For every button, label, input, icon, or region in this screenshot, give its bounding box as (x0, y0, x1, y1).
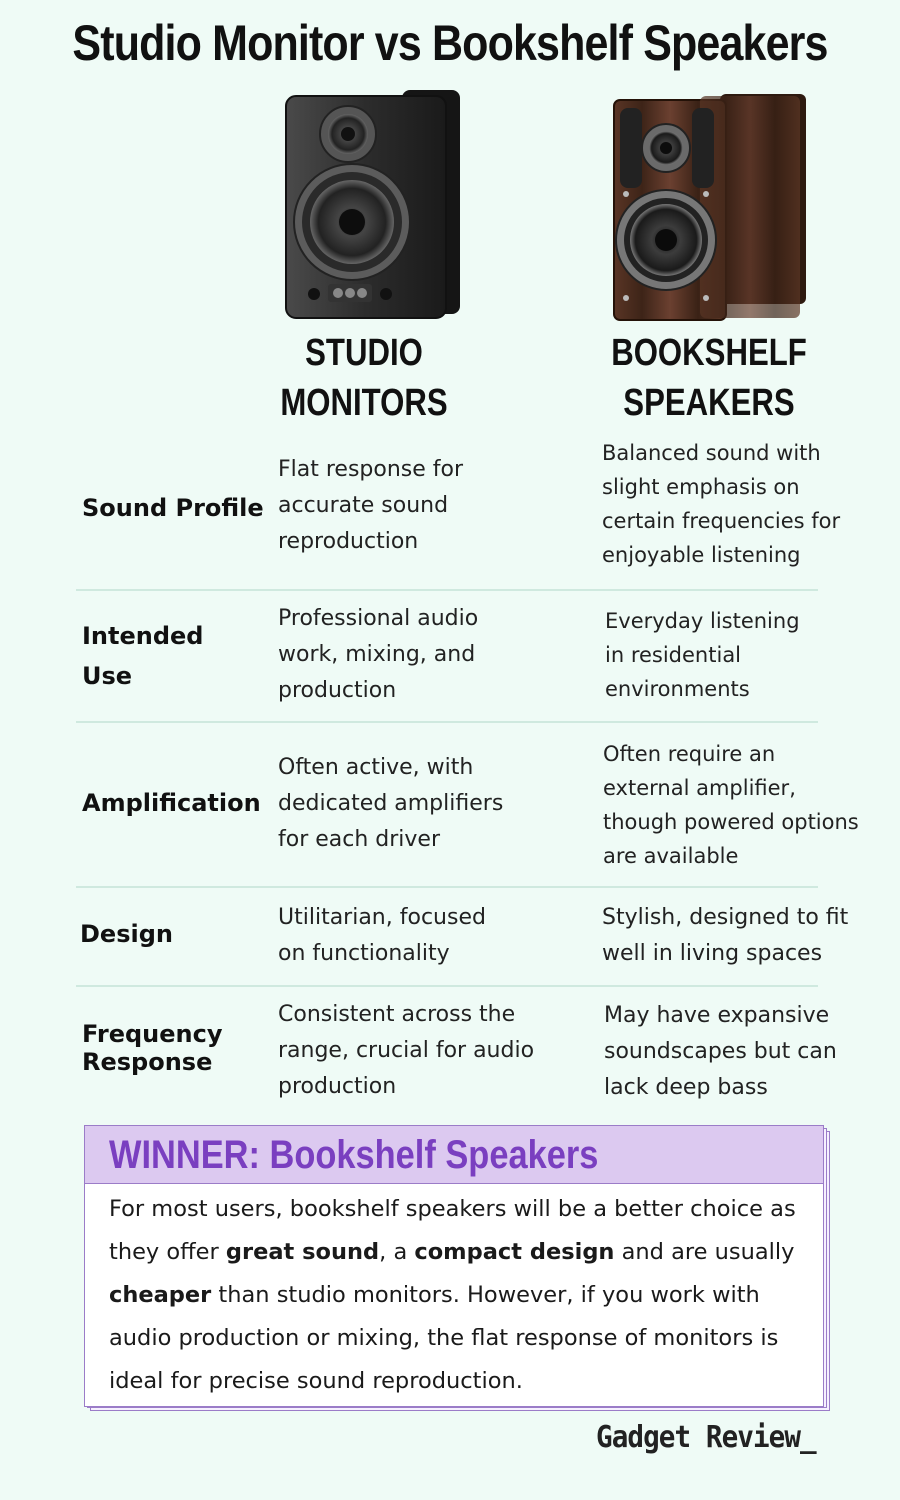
cell-line: production (278, 1074, 397, 1099)
row-label-amplification (82, 784, 261, 822)
cell-line: Often require an (603, 742, 776, 766)
column-header-line: MONITORS (280, 382, 448, 424)
row-divider (76, 886, 818, 888)
winner-box (84, 1125, 824, 1407)
row-label-design (80, 915, 173, 953)
winner-text-part: and are usually (614, 1239, 795, 1265)
column-header-line: BOOKSHELF (611, 332, 807, 374)
row-label-line: Amplification (82, 789, 261, 817)
studio-monitor-image (282, 84, 464, 324)
winner-header (85, 1126, 823, 1184)
cell-line: Flat response for (278, 457, 464, 482)
cell-line: well in living spaces (602, 941, 823, 966)
column-header-studio-monitors (257, 328, 470, 428)
cell-line: accurate sound (278, 493, 449, 518)
row-label-intended-use (82, 616, 204, 696)
cell-line: work, mixing, and (278, 642, 476, 667)
row-divider (76, 721, 818, 723)
cell-line: May have expansive (604, 1003, 830, 1028)
cell-line: are available (603, 844, 739, 868)
row-label-line: Use (82, 662, 133, 690)
cell-line: enjoyable listening (602, 543, 801, 567)
brand-logo: Gadget Review_ (596, 1420, 816, 1455)
cell-amplification-studio (278, 750, 503, 858)
cell-line: Often active, with (278, 755, 474, 780)
row-divider (76, 589, 818, 591)
winner-highlight-great-sound: great sound (225, 1239, 380, 1265)
row-label-frequency-response (82, 1020, 222, 1076)
cell-frequency-response-studio (278, 997, 534, 1105)
winner-text-part: , a (379, 1239, 415, 1265)
bookshelf-speaker-image (610, 90, 810, 330)
cell-line: environments (605, 677, 750, 701)
cell-line: Balanced sound with (602, 441, 821, 465)
winner-text-part: For most users, bookshelf speakers will be a better choice as they offer (109, 1196, 796, 1265)
cell-line: production (278, 678, 397, 703)
cell-line: soundscapes but can (604, 1039, 837, 1064)
cell-design-bookshelf (602, 900, 848, 972)
column-header-line: SPEAKERS (623, 382, 795, 424)
cell-intended-use-bookshelf (605, 604, 800, 706)
cell-sound-profile-studio (278, 452, 463, 560)
cell-line: range, crucial for audio (278, 1038, 535, 1063)
cell-line: Professional audio (278, 606, 479, 631)
cell-line: external amplifier, (603, 776, 796, 800)
page-title: Studio Monitor vs Bookshelf Speakers (72, 15, 828, 71)
row-label-line: Sound Profile (82, 494, 264, 522)
cell-line: slight emphasis on (602, 475, 800, 499)
row-label-line: Frequency (82, 1020, 223, 1048)
cell-line: Everyday listening (605, 609, 800, 633)
cell-line: Utilitarian, focused (278, 905, 486, 930)
column-header-bookshelf-speakers (602, 328, 815, 428)
cell-sound-profile-bookshelf (602, 436, 840, 572)
cell-line: on functionality (278, 941, 450, 966)
winner-highlight-compact-design: compact design (414, 1239, 615, 1265)
cell-design-studio (278, 900, 486, 972)
cell-amplification-bookshelf (603, 737, 859, 873)
row-label-sound-profile (82, 489, 264, 527)
winner-title: WINNER: Bookshelf Speakers (109, 1133, 599, 1177)
cell-line: in residential (605, 643, 742, 667)
row-label-line: Response (82, 1048, 213, 1076)
row-label-line: Intended (82, 622, 204, 650)
cell-intended-use-studio (278, 601, 478, 709)
winner-highlight-cheaper: cheaper (109, 1282, 212, 1308)
cell-line: certain frequencies for (602, 509, 841, 533)
winner-text-part: than studio monitors. However, if you work with audio production or mixing, the flat response of monitors is ideal for precise sound reproduction. (109, 1282, 779, 1394)
cell-line: dedicated amplifiers (278, 791, 504, 816)
cell-frequency-response-bookshelf (604, 998, 837, 1106)
cell-line: Consistent across the (278, 1002, 516, 1027)
cell-line: lack deep bass (604, 1075, 768, 1100)
cell-line: Stylish, designed to fit (602, 905, 849, 930)
row-label-line: Design (80, 920, 173, 948)
cell-line: for each driver (278, 827, 441, 852)
winner-text (85, 1184, 823, 1403)
column-header-line: STUDIO (305, 332, 423, 374)
cell-line: reproduction (278, 529, 419, 554)
cell-line: though powered options (603, 810, 859, 834)
row-divider (76, 985, 818, 987)
